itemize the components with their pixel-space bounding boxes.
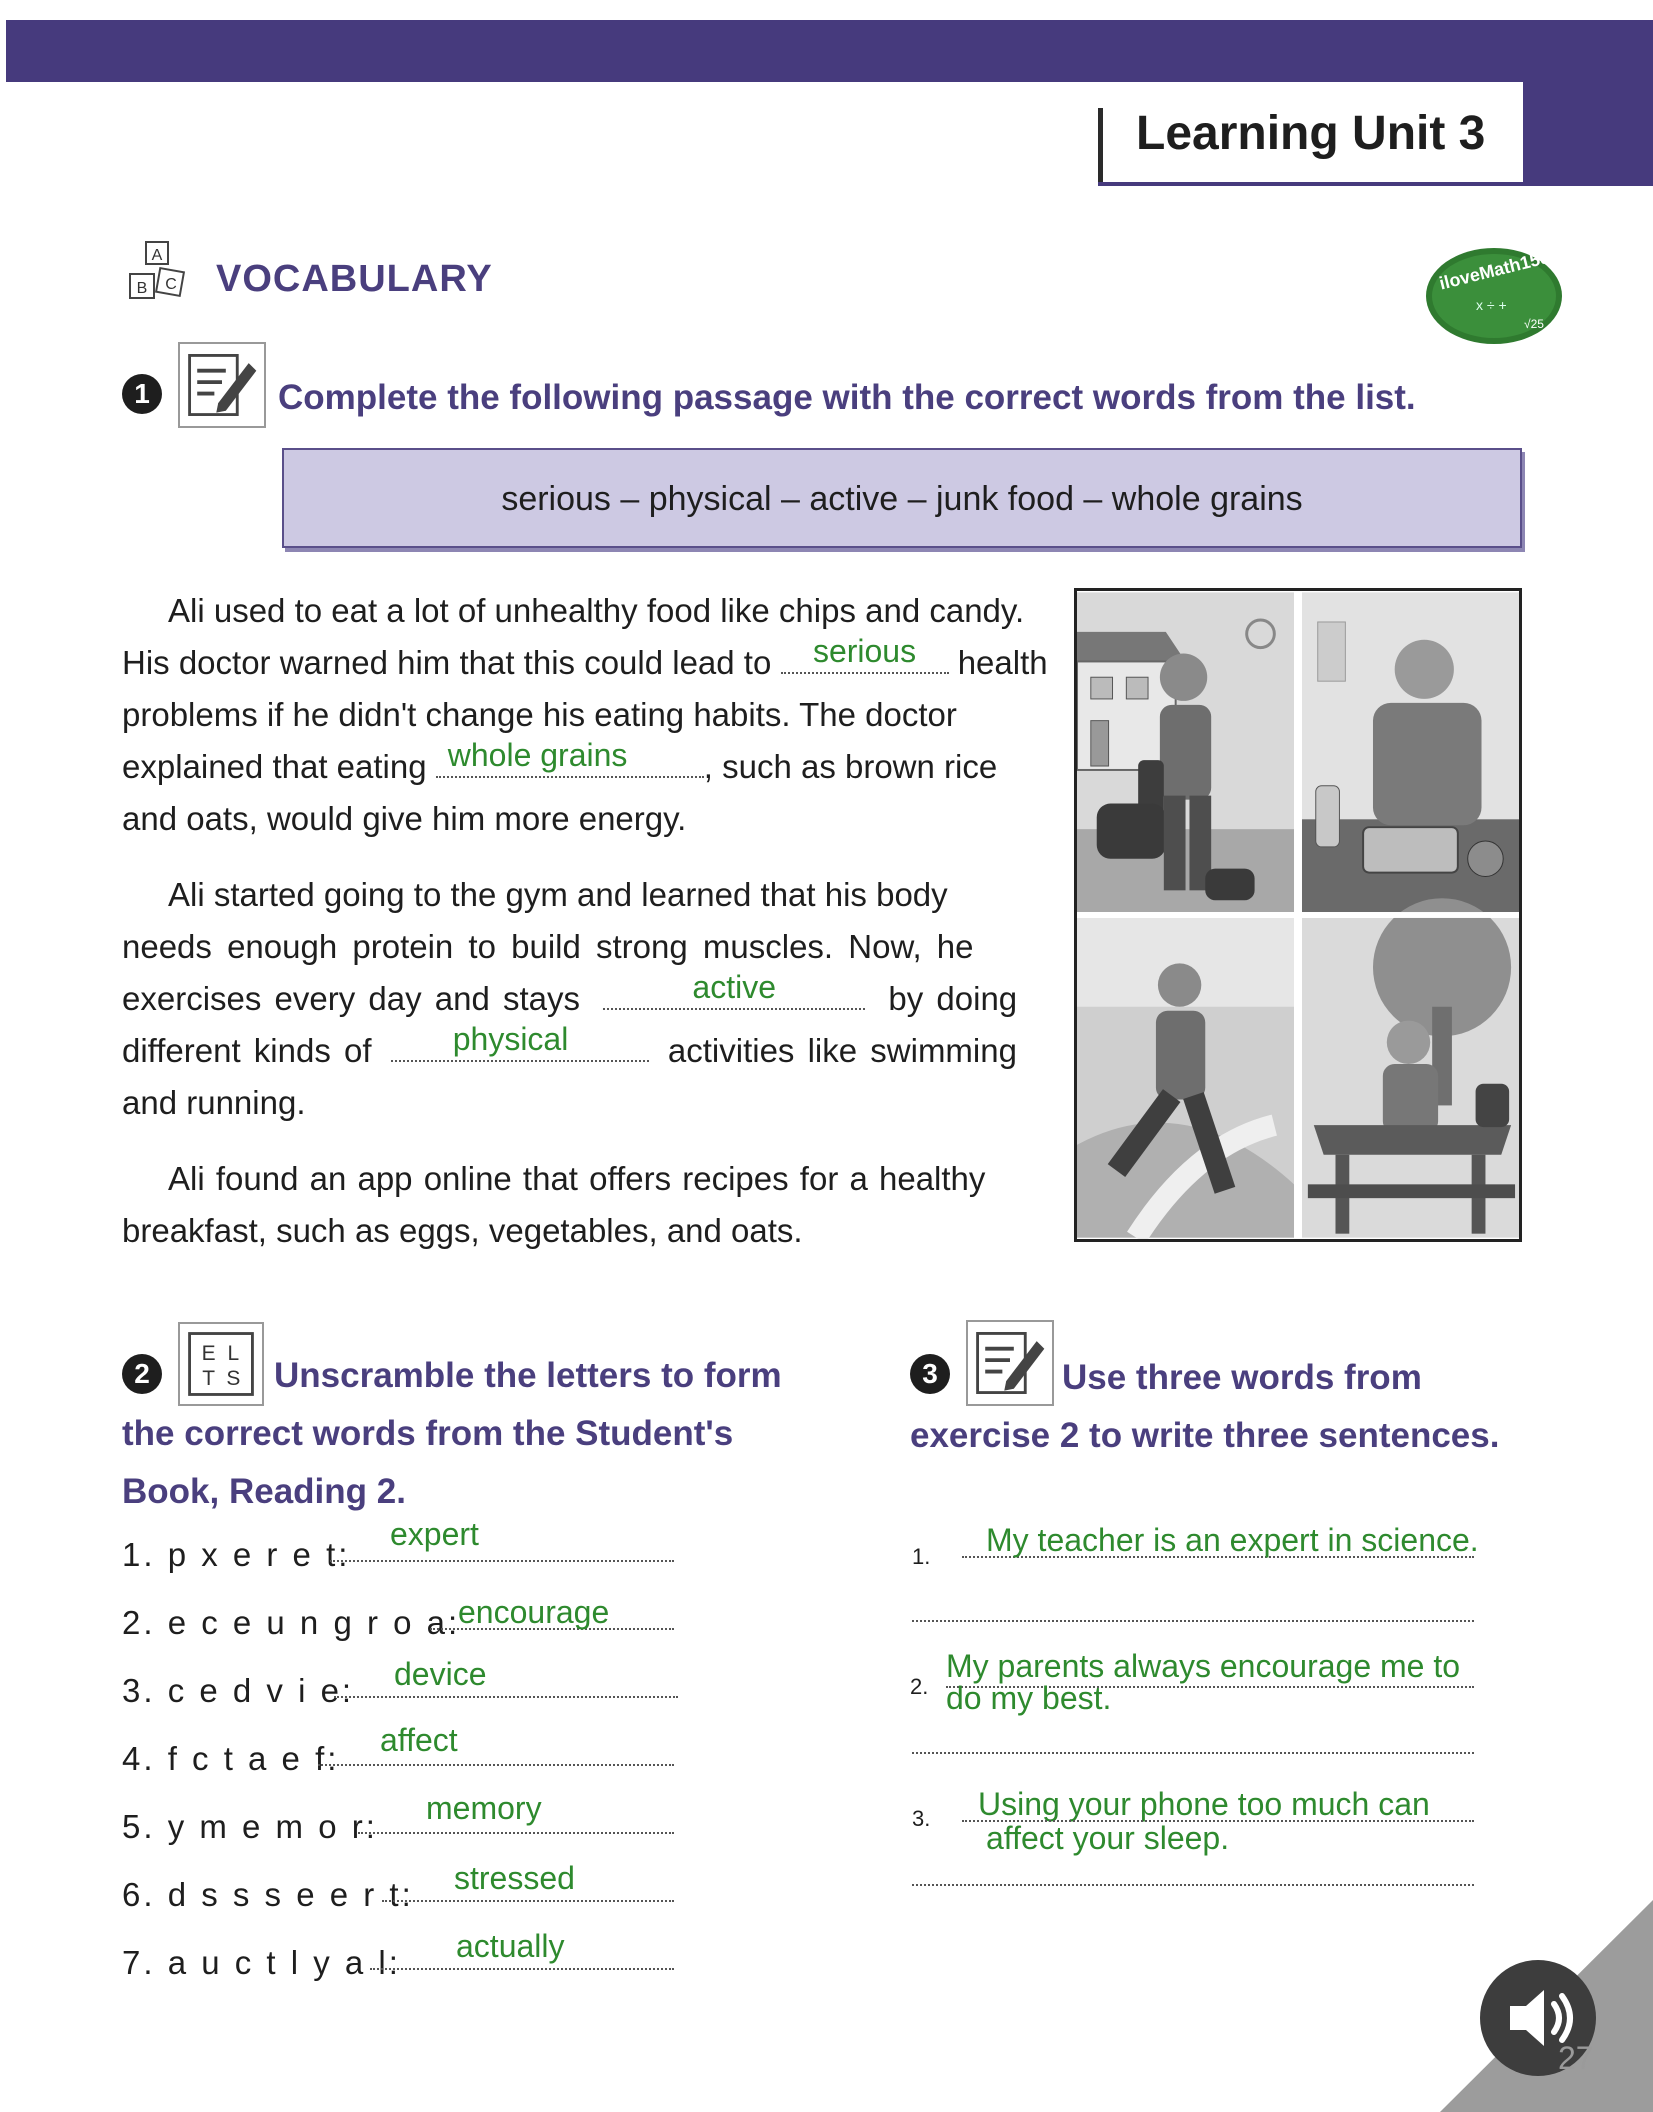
passage-line: needs enough protein to build strong muscles. Now, he (122, 928, 974, 965)
passage-line (122, 633, 1048, 682)
passage-line: problems if he didn't change his eating habits. The doctor (122, 696, 957, 733)
panel-meal-prep (1302, 592, 1519, 912)
word-list-box (282, 448, 1522, 548)
sentence-number: 3. (912, 1806, 931, 1831)
unscramble-item: 3. c e d v i e: (122, 1672, 355, 1709)
exercise-3-instruction: Use three words from (1062, 1358, 1422, 1397)
sentence-number: 2. (910, 1674, 929, 1699)
badge-formula: √25 (1524, 317, 1544, 331)
answer-line (370, 1968, 674, 1970)
sentence-3-text-cont: affect your sleep. (986, 1820, 1230, 1856)
passage-text: His doctor warned him that this could lead to (122, 644, 772, 681)
block-letter-c: C (165, 276, 177, 293)
exercise-3-number: 3 (910, 1354, 950, 1394)
healthy-lifestyle-illustration (1074, 588, 1522, 1242)
unscramble-item: 6. d s s s e e r t: (122, 1876, 414, 1913)
page-number: 27 (1558, 2040, 1594, 2076)
sentence-3-text: Using your phone too much can (978, 1786, 1430, 1822)
unit-tab-divider (1098, 108, 1103, 186)
badge-text: iloveMath158 (1437, 246, 1552, 294)
block-letter-b: B (136, 280, 148, 297)
panel-walking (1077, 592, 1294, 912)
tile-letter-e: E (201, 1342, 216, 1366)
answer-line (330, 1560, 674, 1562)
passage-text: health (957, 644, 1048, 681)
unscramble-item: 7. a u c t l y a l: (122, 1944, 401, 1981)
word-list: serious – physical – active – junk food – whole grains (501, 480, 1303, 518)
header-accent (1523, 82, 1653, 186)
section-title: VOCABULARY (216, 258, 493, 300)
unscramble-item: 1. p x e r e t: (122, 1536, 351, 1573)
sentence-line (912, 1752, 1474, 1754)
unit-tab-underline (1098, 182, 1523, 186)
exercise-2-number: 2 (122, 1354, 162, 1394)
answer-line (318, 1764, 674, 1766)
exercise-1-number: 1 (122, 374, 162, 414)
exercise-1-instruction: Complete the following passage with the correct words from the list. (278, 378, 1416, 417)
tile-letter-l: L (227, 1342, 240, 1366)
sentence-1-text: My teacher is an expert in science. (986, 1522, 1479, 1558)
ilovemath-badge (1424, 246, 1564, 346)
answer-blank (436, 737, 704, 778)
letter-tiles-icon (178, 1322, 264, 1406)
answer-affect: affect (380, 1722, 458, 1758)
panel-picnic (1302, 898, 1519, 1237)
passage-text: different kinds of (122, 1032, 372, 1069)
passage-text: activities like swimming (667, 1032, 1017, 1069)
passage-line (122, 969, 1018, 1018)
answer-device: device (394, 1656, 487, 1692)
answer-whole-grains: whole grains (447, 737, 628, 773)
answer-blank (391, 1021, 649, 1062)
sentence-2-text-cont: do my best. (946, 1680, 1112, 1716)
answer-encourage: encourage (458, 1594, 610, 1630)
passage-text: by doing (888, 980, 1018, 1017)
answer-line (358, 1832, 674, 1834)
answer-stressed: stressed (454, 1860, 575, 1896)
answer-line (334, 1696, 678, 1698)
unscramble-item: 4. f c t a e f: (122, 1740, 340, 1777)
badge-deco: x ÷ + (1476, 297, 1507, 313)
answer-active: active (692, 969, 777, 1005)
exercise-2-instruction: Unscramble the letters to form (274, 1356, 782, 1395)
sentence-line (912, 1620, 1474, 1622)
passage-line: Ali started going to the gym and learned that his body (168, 876, 948, 913)
answer-blank (603, 969, 865, 1010)
unscramble-item: 5. y m e m o r: (122, 1808, 378, 1845)
exercise-3-instruction: exercise 2 to write three sentences. (910, 1416, 1500, 1455)
panel-running (1077, 918, 1294, 1238)
sentence-2-text: My parents always encourage me to (946, 1648, 1461, 1684)
tile-letter-s: S (226, 1366, 241, 1390)
answer-blank (781, 633, 949, 674)
sentence-number: 1. (912, 1544, 931, 1569)
pencil-writing-icon (178, 342, 266, 428)
block-letter-a: A (151, 247, 163, 264)
exercise-2-instruction: Book, Reading 2. (122, 1472, 406, 1511)
pencil-writing-icon (966, 1320, 1054, 1406)
passage-line: Ali used to eat a lot of unhealthy food like chips and candy. (168, 592, 1025, 629)
exercise-2-instruction: the correct words from the Student's (122, 1414, 734, 1453)
answer-expert: expert (390, 1516, 479, 1552)
tile-letter-t: T (202, 1366, 216, 1390)
answer-memory: memory (426, 1790, 542, 1826)
passage-text: exercises every day and stays (122, 980, 581, 1017)
passage-text: , such as brown rice (703, 748, 998, 785)
passage-text: explained that eating (122, 748, 427, 785)
passage-line (122, 1021, 1017, 1070)
answer-actually: actually (456, 1928, 565, 1964)
top-banner (6, 20, 1653, 82)
answer-line (382, 1900, 674, 1902)
unscramble-item: 2. e c e u n g r o a: (122, 1604, 461, 1641)
passage-line (122, 737, 998, 786)
answer-physical: physical (452, 1021, 569, 1057)
passage-line: Ali found an app online that offers recipes for a healthy (168, 1160, 986, 1197)
alphabet-blocks-icon (126, 240, 196, 306)
passage-line: and oats, would give him more energy. (122, 800, 687, 837)
passage-line: and running. (122, 1084, 306, 1121)
sentence-line (912, 1884, 1474, 1886)
passage-line: breakfast, such as eggs, vegetables, and oats. (122, 1212, 803, 1249)
answer-serious: serious (812, 633, 917, 669)
unit-title: Learning Unit 3 (1136, 107, 1486, 160)
